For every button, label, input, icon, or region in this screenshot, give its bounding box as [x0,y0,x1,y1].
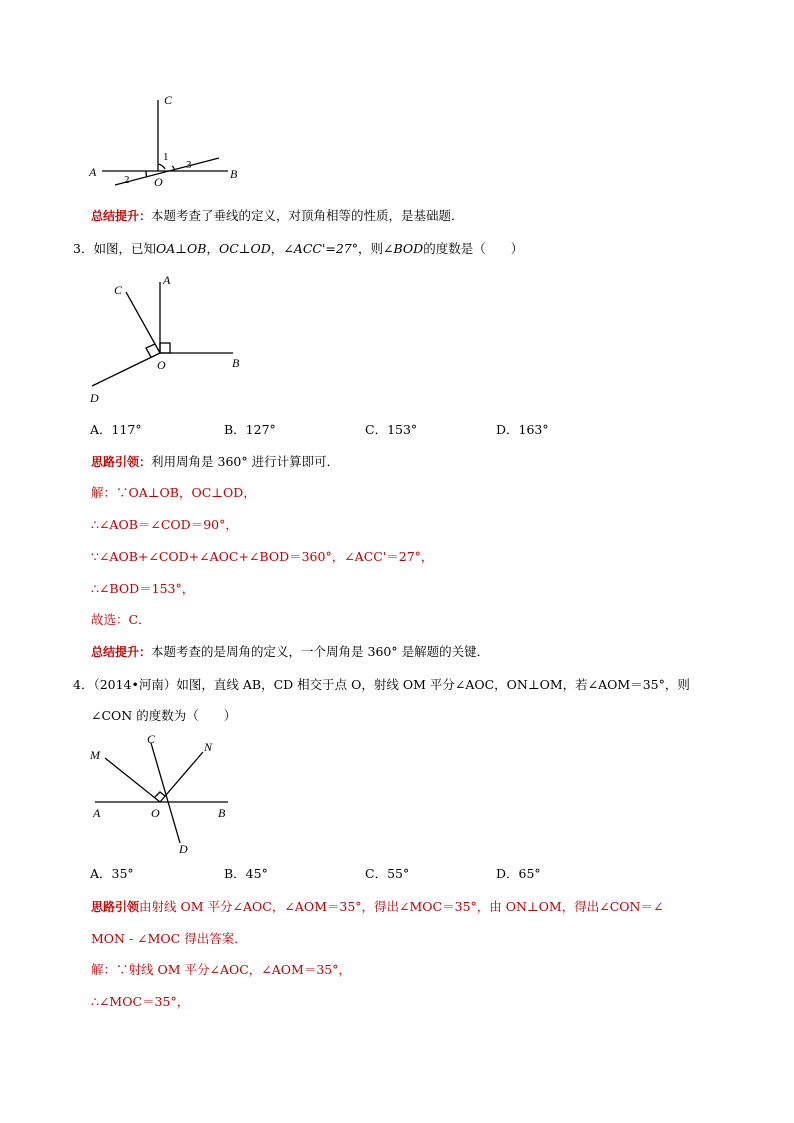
q4-hint-text-1: 由射线 OM 平分∠AOC，∠AOM＝35°，得出∠MOC＝35°，由 ON⊥OM，得出∠CON＝∠ [139,899,664,914]
line-cd [151,743,180,843]
q4-hint-label: 思路引领 [91,900,140,914]
right-angle-aob [160,343,170,353]
label-o: O [157,358,166,372]
q3-solution-line-4: ∴∠BOD＝153°， [91,581,195,596]
q4-option-c[interactable]: C．55° [365,866,410,881]
q3-option-d[interactable]: D．163° [496,422,549,437]
q4-hint-line-2: MON - ∠MOC 得出答案． [91,931,247,946]
q4-option-d[interactable]: D．65° [496,866,541,881]
q4-stem-line-2: ∠CON 的度数为（ ） [91,708,237,723]
right-angle-mon [155,792,165,797]
q3-stem: 3．如图，已知OA⊥OB，OC⊥OD，∠ACC'=27°，则∠BOD的度数是（ ） [73,241,524,256]
angle-arc-1 [158,164,165,169]
label-b: B [230,167,238,181]
angle-arc-3 [172,166,174,171]
q3-option-b[interactable]: B．127° [224,422,276,437]
label-d: D [90,391,99,405]
q3-solution-line-5: 故选：C． [91,612,151,627]
q3-option-a[interactable]: A．117° [90,422,142,437]
label-b: B [232,356,240,370]
label-a: A [163,273,171,287]
q3-stem-pre: 如图，已知 [93,241,156,256]
label-1: 1 [163,151,169,163]
label-c: C [147,732,156,746]
summary-q2-label: 总结提升： [91,209,152,223]
label-d: D [179,842,188,856]
q4-number: 4． [73,677,94,692]
q4-stem-line-1 [73,677,690,693]
ray-om [105,758,160,802]
q3-hint-label: 思路引领： [91,455,152,469]
label-2: 2 [124,174,130,186]
q4-solution-line-1: 解：∵射线 OM 平分∠AOC，∠AOM＝35°， [91,962,352,977]
label-b: B [218,806,226,820]
q3-solution-line-3: ∵∠AOB+∠COD+∠AOC+∠BOD＝360°，∠ACC'＝27°， [91,549,434,564]
q3-solution-line-1: 解：∵OA⊥OB，OC⊥OD， [91,485,256,500]
ray-on [160,752,203,802]
label-o: O [154,175,163,189]
q3-summary [91,644,489,660]
q3-solution-line-2: ∴∠AOB＝∠COD＝90°， [91,517,238,532]
ray-od [92,353,160,386]
label-c: C [114,283,123,297]
angle-arc-2 [146,171,147,177]
summary-q2 [91,208,464,224]
q4-option-b[interactable]: B．45° [224,866,268,881]
label-c: C [164,93,173,107]
q3-option-c[interactable]: C．153° [365,422,418,437]
q3-cond3: ∠ACC'=27° [283,241,359,256]
label-3: 3 [186,159,192,171]
q3-hint [91,454,339,470]
q3-cond1: OA⊥OB [155,241,207,256]
q3-hint-text: 利用周角是 360° 进行计算即可． [151,454,340,469]
ray-oc [126,292,160,353]
right-angle-cod [146,344,155,357]
q4-option-a[interactable]: A．35° [90,866,134,881]
q3-summary-label: 总结提升： [91,645,152,659]
line-through-o [115,158,219,185]
label-a: A [89,165,97,179]
label-n: N [204,740,213,754]
q4-solution-line-2: ∴∠MOC＝35°， [91,994,190,1009]
q3-cond2: OC⊥OD [218,241,271,256]
q3-target: ∠BOD [383,241,424,256]
label-o: O [151,806,160,820]
label-a: A [93,806,101,820]
summary-q2-text: 本题考查了垂线的定义，对顶角相等的性质，是基础题． [151,208,464,223]
q4-hint-line-1 [91,899,663,915]
q3-number: 3． [73,241,94,256]
q3-summary-text: 本题考查的是周角的定义，一个周角是 360° 是解题的关键． [151,644,490,659]
label-m: M [90,748,100,762]
q4-stem-text-1: （2014•河南）如图，直线 AB，CD 相交于点 O，射线 OM 平分∠AOC，ON⊥OM，若∠AOM＝35°，则 [93,677,690,692]
